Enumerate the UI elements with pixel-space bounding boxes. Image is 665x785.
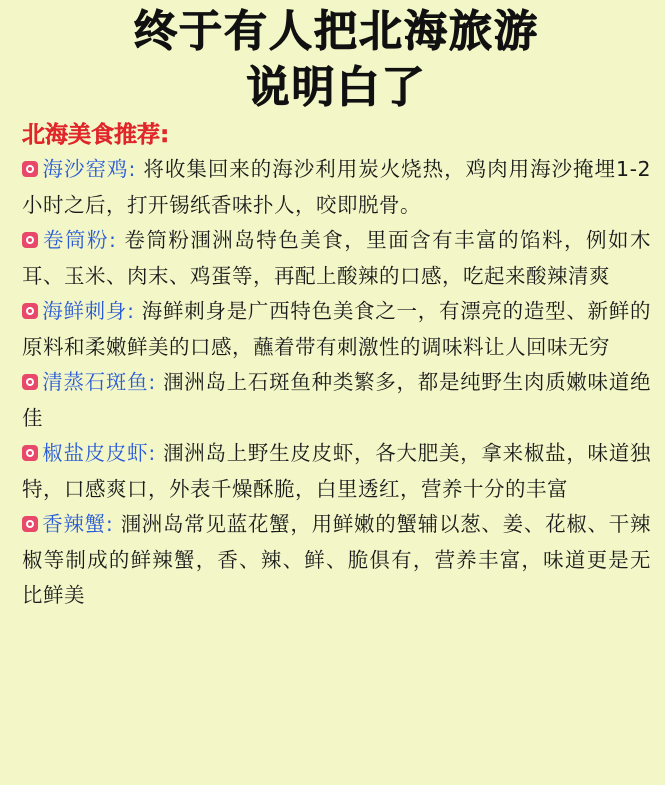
camera-bullet-icon: [22, 303, 38, 319]
list-item: [22, 223, 651, 294]
item-separator: :: [148, 370, 164, 394]
camera-bullet-icon: [22, 232, 38, 248]
item-name: 海鲜刺身: [42, 299, 128, 323]
page-title: [22, 0, 651, 116]
item-separator: :: [105, 512, 121, 536]
item-name: 香辣蟹: [42, 512, 106, 536]
camera-bullet-icon: [22, 516, 38, 532]
item-name: 椒盐皮皮虾: [42, 441, 149, 465]
item-description: 海鲜刺身是广西特色美食之一，有漂亮的造型、新鲜的原料和柔嫩鲜美的口感，蘸着带有刺激性的调味料让人回味无穷: [22, 299, 652, 359]
item-separator: :: [108, 228, 125, 252]
item-description: 涠洲岛上野生皮皮虾，各大肥美，拿来椒盐，味道独特，口感爽口，外表千燥酥脆，白里透红，营养十分的丰富: [22, 441, 651, 501]
item-separator: :: [127, 299, 142, 323]
item-description: 卷筒粉涠洲岛特色美食，里面含有丰富的馅料，例如木耳、玉米、肉末、鸡蛋等，再配上酸辣的口感，吃起来酸辣清爽: [22, 228, 651, 288]
item-description: 涠洲岛常见蓝花蟹，用鲜嫩的蟹辅以葱、姜、花椒、干辣椒等制成的鲜辣蟹，香、辣、鲜、脆俱有，营养丰富，味道更是无比鲜美: [22, 512, 651, 607]
camera-bullet-icon: [22, 161, 38, 177]
title-line-2: 说明白了: [246, 63, 427, 113]
section-heading: 北海美食推荐:: [22, 122, 170, 148]
item-description: 涠洲岛上石斑鱼种类繁多，都是纯野生肉质嫩味道绝佳: [22, 370, 651, 430]
item-separator: :: [148, 441, 164, 465]
list-item: [22, 365, 651, 436]
food-list: [22, 152, 651, 614]
item-name: 清蒸石斑鱼: [42, 370, 149, 394]
item-name: 海沙窑鸡: [42, 157, 129, 181]
item-description: 将收集回来的海沙利用炭火烧热，鸡肉用海沙掩埋1-2小时之后，打开锡纸香味扑人，咬即脱骨。: [22, 157, 652, 217]
camera-bullet-icon: [22, 374, 38, 390]
title-line-1: 终于有人把北海旅游: [134, 7, 539, 57]
list-item: [22, 436, 651, 507]
list-item: [22, 294, 651, 365]
list-item: [22, 507, 651, 614]
camera-bullet-icon: [22, 445, 38, 461]
list-item: [22, 152, 651, 223]
item-name: 卷筒粉: [42, 228, 109, 252]
item-separator: :: [128, 157, 144, 181]
